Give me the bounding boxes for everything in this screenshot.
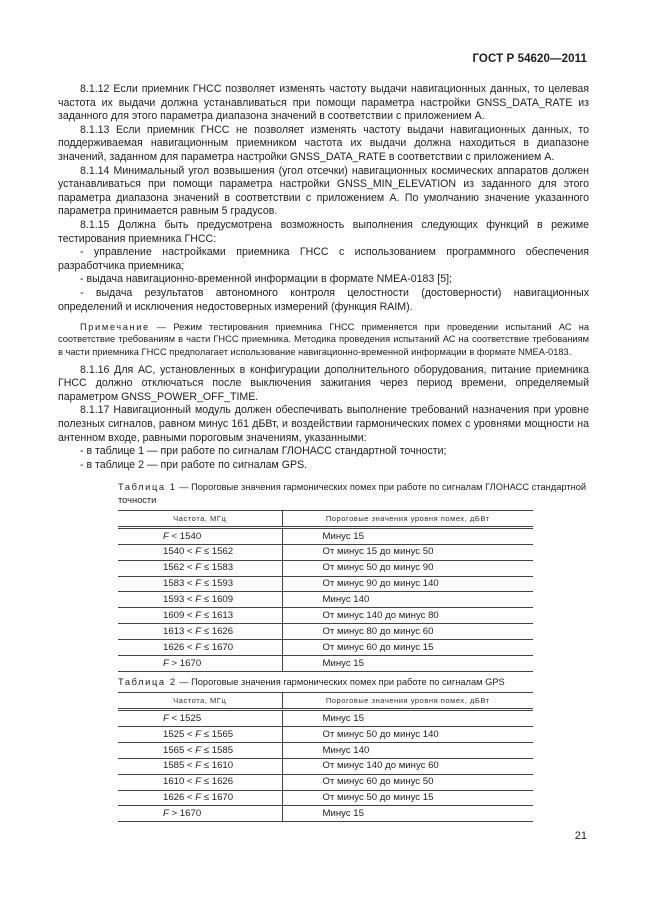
- table-row: [118, 592, 533, 608]
- list-item: - в таблице 1 — при работе по сигналам ГЛОНАСС стандартной точности;: [80, 445, 447, 458]
- threshold-cell: От минус 140 до минус 60: [282, 758, 533, 774]
- threshold-cell: От минус 50 до минус 15: [282, 790, 533, 806]
- threshold-cell: Минус 140: [282, 592, 533, 608]
- threshold-cell: Минус 15: [282, 527, 533, 544]
- table-1-caption: [118, 481, 588, 505]
- threshold-cell: От минус 80 до минус 60: [282, 624, 533, 640]
- frequency-cell: 1562 < F ≤ 1583: [118, 560, 282, 576]
- note: [58, 321, 589, 358]
- table-row: [118, 806, 533, 822]
- frequency-cell: 1593 < F ≤ 1609: [118, 592, 282, 608]
- note-text: — Режим тестирования приемника ГНСС применяется при проведении испытаний АС на соответствие требованиям в части ГНСС приемника. Методика проведения испытаний АС на соответствие требованиям в части приемника ГНСС предполагает использование навигационно-временной информации в формате NMEA-0183.: [58, 322, 589, 357]
- frequency-cell: F < 1540: [118, 527, 282, 544]
- table-1-header-threshold: Пороговые значения уровня помех, дБВт: [282, 510, 533, 527]
- table-1: [118, 510, 533, 672]
- page-number: 21: [574, 830, 587, 842]
- table-1-body: [118, 527, 533, 671]
- table-row: [118, 655, 533, 671]
- threshold-cell: От минус 50 до минус 90: [282, 560, 533, 576]
- threshold-cell: Минус 15: [282, 806, 533, 822]
- table-2-label: Таблица 2: [118, 676, 177, 687]
- table-row: [118, 790, 533, 806]
- threshold-cell: Минус 15: [282, 710, 533, 727]
- table-2-caption: [118, 676, 588, 688]
- paragraph-8-1-17: 8.1.17 Навигационный модуль должен обеспечивать выполнение требований назначения при уровне полезных сигналов, равном минус 161 дБВт, и воздействии гармонических помех с уровнями мощности на антенном входе, равными пороговым значениям, указанными:: [58, 404, 589, 444]
- table-row: [118, 640, 533, 656]
- table-row: [118, 560, 533, 576]
- table-row: [118, 608, 533, 624]
- frequency-cell: 1585 < F ≤ 1610: [118, 758, 282, 774]
- threshold-cell: От минус 60 до минус 15: [282, 640, 533, 656]
- table-2: [118, 692, 533, 822]
- table-row: [118, 758, 533, 774]
- list-item: - выдача результатов автономного контроля целостности (достоверности) навигационных определений и исключения недостоверных измерений (функция RAIM).: [58, 286, 589, 313]
- table-row: [118, 742, 533, 758]
- standard-number: ГОСТ Р 54620—2011: [472, 53, 587, 65]
- table-2-body: [118, 710, 533, 822]
- table-2-caption-text: — Пороговые значения гармонических помех при работе по сигналам GPS: [176, 676, 505, 687]
- table-row: [118, 710, 533, 727]
- frequency-cell: 1613 < F ≤ 1626: [118, 624, 282, 640]
- threshold-cell: От минус 50 до минус 140: [282, 726, 533, 742]
- paragraph-8-1-15: 8.1.15 Должна быть предусмотрена возможность выполнения следующих функций в режиме тестирования приемника ГНСС:: [58, 218, 589, 245]
- frequency-cell: 1610 < F ≤ 1626: [118, 774, 282, 790]
- paragraph-8-1-14: 8.1.14 Минимальный угол возвышения (угол отсечки) навигационных космических аппаратов должен устанавливаться при помощи параметра настройки GNSS_MIN_ELEVATION из заданного для этого параметра диапазона значений в соответствии с приложением А. По умолчанию значение указанного параметра принимается равным 5 градусов.: [58, 164, 589, 218]
- frequency-cell: 1583 < F ≤ 1593: [118, 576, 282, 592]
- frequency-cell: F > 1670: [118, 806, 282, 822]
- paragraph-8-1-16: 8.1.16 Для АС, установленных в конфигурации дополнительного оборудования, питание приемника ГНСС должно отключаться после выключения зажигания через период времени, определяемый параметром GNSS_POWER_OFF_TIME.: [58, 363, 589, 403]
- frequency-cell: 1626 < F ≤ 1670: [118, 640, 282, 656]
- frequency-cell: F > 1670: [118, 655, 282, 671]
- table-2-header-threshold: Пороговые значения уровня помех, дБВт: [282, 693, 533, 710]
- table-1-header-frequency: Частота, МГц: [118, 510, 282, 527]
- table-1-label: Таблица 1: [118, 482, 177, 493]
- table-row: [118, 527, 533, 544]
- threshold-cell: Минус 15: [282, 655, 533, 671]
- frequency-cell: F < 1525: [118, 710, 282, 727]
- threshold-cell: От минус 140 до минус 80: [282, 608, 533, 624]
- table-row: [118, 624, 533, 640]
- table-row: [118, 774, 533, 790]
- list-item: - управление настройками приемника ГНСС с использованием программного обеспечения разработчика приемника;: [58, 246, 589, 272]
- document-body: [58, 83, 589, 822]
- paragraph-8-1-13: 8.1.13 Если приемник ГНСС не позволяет изменять частоту выдачи навигационных данных, то поддерживаемая навигационным приемником частота их выдачи должна находиться в диапазоне значений, заданном для параметра настройки GNSS_DATA_RATE в соответствии с приложением А.: [58, 123, 589, 163]
- table-row: [118, 726, 533, 742]
- table-1-caption-text: — Пороговые значения гармонических помех при работе по сигналам ГЛОНАСС стандартной точности: [118, 482, 587, 505]
- frequency-cell: 1626 < F ≤ 1670: [118, 790, 282, 806]
- note-label: Примечание: [80, 322, 150, 333]
- threshold-cell: Минус 140: [282, 742, 533, 758]
- threshold-cell: От минус 15 до минус 50: [282, 544, 533, 560]
- threshold-cell: От минус 60 до минус 50: [282, 774, 533, 790]
- threshold-cell: От минус 90 до минус 140: [282, 576, 533, 592]
- list-item: - в таблице 2 — при работе по сигналам GPS.: [80, 458, 308, 471]
- frequency-cell: 1525 < F ≤ 1565: [118, 726, 282, 742]
- frequency-cell: 1540 < F ≤ 1562: [118, 544, 282, 560]
- paragraph-8-1-12: 8.1.12 Если приемник ГНСС позволяет изменять частоту выдачи навигационных данных, то целевая частота их выдачи должна устанавливаться при помощи параметра настройки GNSS_DATA_RATE из заданного для этого параметра диапазона значений в соответствии с приложением А.: [58, 83, 589, 123]
- table-row: [118, 576, 533, 592]
- frequency-cell: 1565 < F ≤ 1585: [118, 742, 282, 758]
- frequency-cell: 1609 < F ≤ 1613: [118, 608, 282, 624]
- table-row: [118, 544, 533, 560]
- table-2-header-frequency: Частота, МГц: [118, 693, 282, 710]
- list-item: - выдача навигационно-временной информации в формате NMEA-0183 [5];: [80, 273, 452, 286]
